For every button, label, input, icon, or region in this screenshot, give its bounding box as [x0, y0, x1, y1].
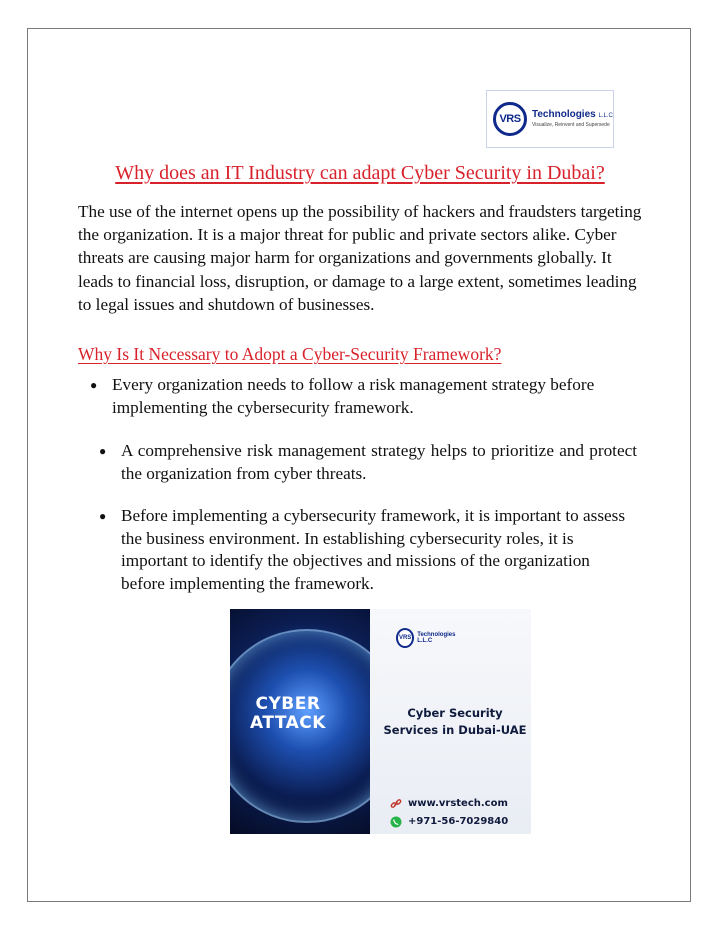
- logo-mark-text: VRS: [499, 113, 521, 125]
- promo-banner-image: [230, 609, 531, 834]
- bullet-item: [99, 440, 637, 485]
- banner-contact: [390, 795, 508, 831]
- service-line-1: Cyber Security: [407, 706, 503, 720]
- bullet-item: [90, 374, 632, 419]
- bullet-item: [99, 505, 637, 595]
- page-title: Why does an IT Industry can adapt Cyber Security in Dubai?: [115, 162, 605, 184]
- company-logo: [486, 90, 614, 148]
- vrs-logo-icon: [493, 102, 527, 136]
- whatsapp-icon: [390, 816, 402, 828]
- section-heading: Why Is It Necessary to Adopt a Cyber-Security Framework?: [78, 344, 502, 364]
- bullet-dot-icon: ●: [99, 509, 107, 523]
- link-icon: [390, 798, 402, 810]
- attack-line-2: ATTACK: [250, 713, 326, 733]
- phone-text: +971-56-7029840: [408, 816, 509, 827]
- attack-line-1: CYBER: [255, 694, 321, 714]
- banner-logo: [396, 623, 466, 653]
- banner-service-title: [382, 705, 528, 739]
- service-line-2: Services in Dubai-UAE: [383, 723, 527, 737]
- logo-tagline: Visualize, Reinvent and Supersede: [532, 122, 610, 128]
- banner-info-panel: [370, 609, 531, 834]
- bullet-text: A comprehensive risk management strategy helps to prioritize and protect the organization from cyber threats.: [121, 441, 637, 483]
- website-text: www.vrstech.com: [408, 798, 508, 809]
- logo-suffix: L.L.C: [598, 113, 613, 119]
- bullet-dot-icon: ●: [99, 444, 107, 458]
- bullet-dot-icon: ●: [90, 378, 98, 392]
- bullet-text: Every organization needs to follow a risk management strategy before implementing the cybersecurity framework.: [112, 375, 595, 417]
- banner-logo-name: Technologies L.L.C: [417, 632, 456, 644]
- vrs-mini-logo-icon: VRS: [396, 628, 414, 648]
- logo-company-name: Technologies: [532, 109, 596, 120]
- cyber-globe-graphic: [230, 609, 370, 834]
- intro-paragraph: The use of the internet opens up the possibility of hackers and fraudsters targeting the organization. It is a major threat for public and private sectors alike. Cyber threats are causing major harm for organizations and governments globally. It leads to financial loss, disruption, or damage to a large extent, sometimes leading to legal issues and shutdown of businesses.: [78, 202, 642, 314]
- bullet-text: Before implementing a cybersecurity framework, it is important to assess the business environment. In establishing cybersecurity roles, it is important to identify the objectives and missions of the organization before implementing the framework.: [121, 506, 626, 593]
- cyber-attack-text: [250, 695, 326, 733]
